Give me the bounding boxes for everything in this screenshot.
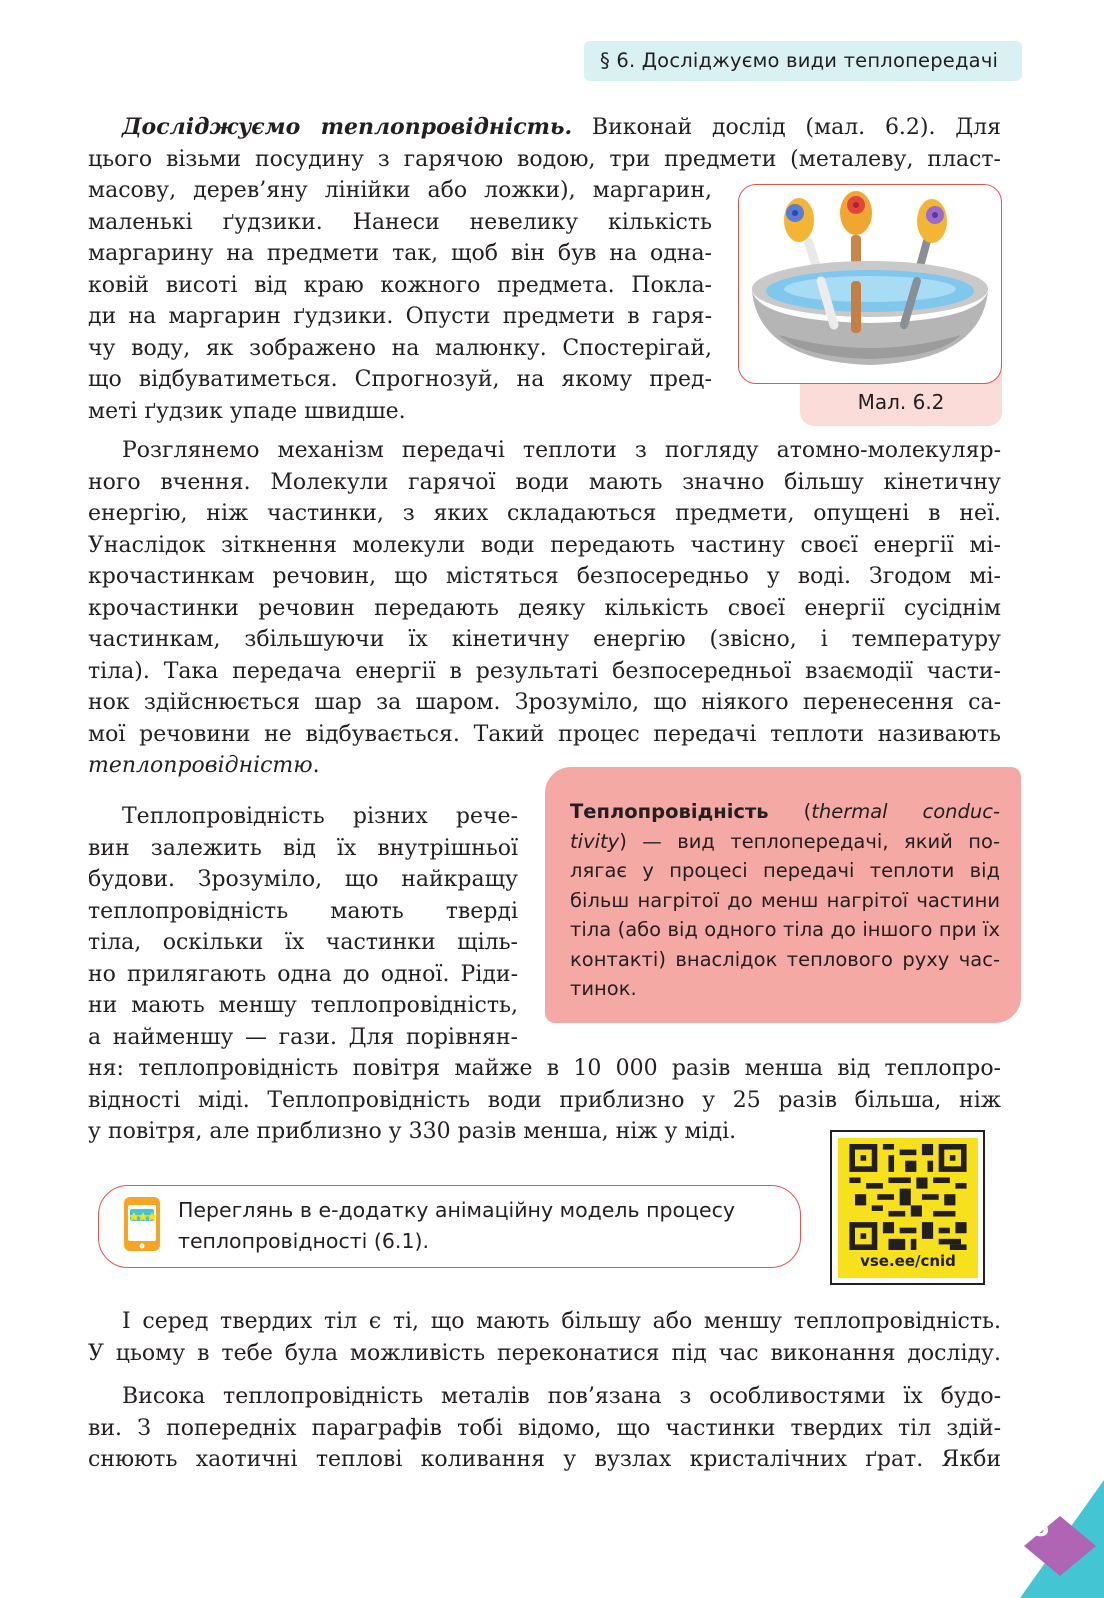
definition-line: контакті) внаслідок теплового руху час- <box>570 947 1000 971</box>
experiment-line: меті ґудзик упаде швидше. <box>88 398 406 424</box>
comparison-line: ни мають меншу теплопровідність, <box>88 993 518 1018</box>
metals-line: снюють хаотичні теплові коливання у вузлах кристалічних ґрат. Якби <box>88 1447 1001 1472</box>
mechanism-line: ного вчення. Молекули гарячої води мають значно більшу кінетичну <box>88 469 1001 495</box>
section-tag: § 6. Досліджуємо види теплопередачі <box>584 41 1022 81</box>
definition-line-2: tivity) — вид теплопередачі, який по- <box>570 829 1000 853</box>
experiment-line-1: Досліджуємо теплопровідність. Виконай дослід (мал. 6.2). Для <box>122 114 1002 140</box>
experiment-line: цього візьми посудину з гарячою водою, три предмети (металеву, пласт- <box>88 146 1001 172</box>
mechanism-last-line: теплопровідністю. <box>88 753 320 778</box>
mechanism-line: Унаслідок зіткнення молекули води передають частину своєї енергії мі- <box>88 532 1001 558</box>
definition-text <box>570 797 1000 1004</box>
comparison-line: Теплопровідність різних рече- <box>122 804 518 829</box>
experiment-line: ди на маргарин ґудзики. Опусти предмети в гаря- <box>88 304 712 329</box>
definition-english: thermal conduc- <box>811 800 1000 823</box>
experiment-line: маргарину на предмети так, щоб він був на одна- <box>88 241 712 266</box>
figure-caption: Мал. 6.2 <box>857 390 945 414</box>
definition-line: лягає у процесі передачі теплоти від <box>570 859 1000 882</box>
mechanism-line: мої речовини не відбувається. Такий процес передачі теплоти називають <box>88 721 1001 747</box>
comparison-line: теплопровідність мають тверді <box>88 898 518 924</box>
comparison-line: вин залежить від їх внутрішньої <box>88 835 518 861</box>
note-line-1: Переглянь в е-додатку анімаційну модель процесу <box>178 1198 736 1222</box>
mechanism-line: тіла). Така передача енергії в результаті безпосередньої взаємодії части- <box>88 658 1001 684</box>
comparison-line: відності міді. Теплопровідність води приблизно у 25 разів більша, ніж <box>88 1087 1001 1113</box>
comparison-line: а найменшу — гази. Для порівнян- <box>88 1024 518 1050</box>
metals-line: ви. З попередніх параграфів тобі відомо, що частинки твердих тіл здій- <box>88 1415 1001 1441</box>
mechanism-line: енергію, ніж частинки, з яких складаються предмети, опущені в неї. <box>88 501 1001 526</box>
comparison-line: будови. Зрозуміло, що найкращу <box>88 867 518 892</box>
mechanism-line: частинкам, збільшуючи їх кінетичну енергію (звісно, і температуру <box>88 627 1001 652</box>
definition-line: більш нагрітої до менш нагрітої частини <box>570 888 1000 912</box>
term-italic: теплопровідністю <box>88 753 313 778</box>
experiment-line: масову, дерев’яну лінійки або ложки), маргарин, <box>88 178 712 203</box>
experiment-line: маленькі ґудзики. Нанеси невелику кількість <box>88 209 712 235</box>
comparison-paragraph-narrow <box>88 801 518 1053</box>
qr-code-icon[interactable] <box>848 1144 968 1250</box>
definition-line-1: Теплопровідність (thermal conduc- <box>570 800 1000 823</box>
mechanism-line: Розглянемо механізм передачі теплоти з погляду атомно-молекуляр- <box>122 438 1001 463</box>
solids-line: У цьому в тебе була можливість переконатися під час виконання досліду. <box>88 1340 1001 1366</box>
qr-url-label[interactable]: vse.ee/cnid <box>860 1252 956 1270</box>
metals-line: Висока теплопровідність металів пов’язана з особливостями їх будо- <box>122 1384 1001 1409</box>
mechanism-line: нок здійснюється шар за шаром. Зрозуміло, що ніякого перенесення са- <box>88 690 1001 715</box>
mechanism-line: крочастинки речовин передають деяку кількість своєї енергії сусіднім <box>88 595 1001 621</box>
metals-paragraph <box>88 1381 1001 1476</box>
solids-paragraph <box>88 1306 1001 1369</box>
definition-line: тіла (або від одного тіла до іншого при їх <box>570 918 1000 941</box>
mechanism-line: крочастинкам речовин, що містяться безпосередньо у воді. Згодом мі- <box>88 564 1001 589</box>
definition-term: Теплопровідність <box>570 800 769 823</box>
page-number: 45 <box>1016 1514 1050 1542</box>
figure-6-2 <box>738 184 1002 384</box>
note-line-2: теплопровідності (6.1). <box>178 1229 429 1253</box>
comparison-line: но прилягають одна до одної. Ріди- <box>88 961 518 987</box>
bowl-with-spoons-illustration <box>739 185 1001 383</box>
experiment-line: що відбуватиметься. Спрогнозуй, на якому пред- <box>88 367 712 392</box>
definition-line: тинок. <box>570 977 637 1000</box>
comparison-line: тіла, оскільки їх частинки щіль- <box>88 930 518 955</box>
solids-line: І серед твердих тіл є ті, що мають більшу або меншу теплопровідність. <box>122 1309 1001 1334</box>
comparison-line: ня: теплопровідність повітря майже в 10 000 разів менша від теплопро- <box>88 1056 1001 1081</box>
experiment-line: ковій висоті від краю кожного предмета. Покла- <box>88 272 712 298</box>
comparison-line: у повітря, але приблизно у 330 разів менша, ніж у міді. <box>88 1119 737 1144</box>
mechanism-paragraph <box>88 435 1001 782</box>
experiment-paragraph-narrow <box>88 175 712 427</box>
phone-app-icon <box>122 1195 162 1253</box>
experiment-line: чу воду, як зображено на малюнку. Спостерігай, <box>88 335 712 361</box>
experiment-heading: Досліджуємо теплопровідність. <box>122 114 573 140</box>
experiment-paragraph <box>88 112 1001 175</box>
e-app-note-text <box>178 1195 788 1257</box>
